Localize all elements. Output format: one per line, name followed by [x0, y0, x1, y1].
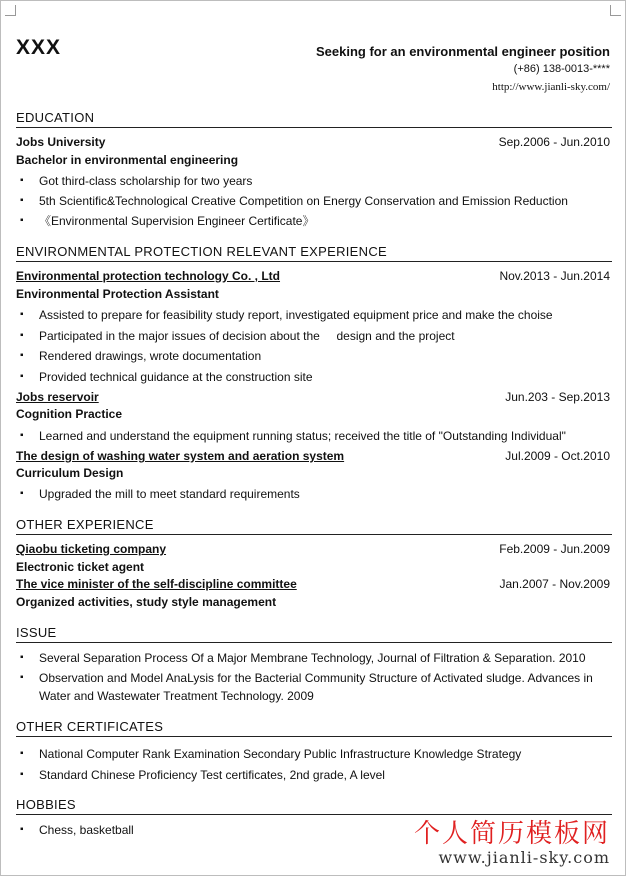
bullet-icon: ▪: [20, 215, 24, 226]
job-role: Curriculum Design: [16, 466, 124, 480]
bullet-icon: ▪: [20, 195, 24, 206]
list-item: ▪ Several Separation Process Of a Major Membrane Technology, Journal of Filtration & Separation. 2010: [20, 651, 586, 665]
list-item: ▪ National Computer Rank Examination Secondary Public Infrastructure Knowledge Strategy: [20, 747, 522, 761]
employer-name: Environmental protection technology Co. , Ltd: [16, 269, 281, 283]
employer-name: Jobs reservoir: [16, 390, 99, 404]
bullet-icon: ▪: [20, 350, 24, 361]
bullet-icon: ▪: [20, 371, 24, 382]
list-item: ▪ Participated in the major issues of decision about the design and the project: [20, 329, 455, 343]
education-date: Sep.2006 - Jun.2010: [498, 135, 610, 149]
list-item: ▪ Standard Chinese Proficiency Test certificates, 2nd grade, A level: [20, 768, 385, 782]
list-item: ▪ Rendered drawings, wrote documentation: [20, 349, 262, 363]
bullet-icon: ▪: [20, 430, 24, 441]
list-item: ▪ Observation and Model AnaLysis for the Bacterial Community Structure of Activated sludge. Advances in Water and Wastewater Treatment Technology. 2009: [20, 671, 593, 703]
bullet-icon: ▪: [20, 748, 24, 759]
job-role: Organized activities, study style management: [16, 595, 277, 609]
job-role: Electronic ticket agent: [16, 560, 145, 574]
list-item: ▪ 5th Scientific&Technological Creative Competition on Energy Conservation and Emission Reduction: [20, 194, 568, 208]
website-url: http://www.jianli-sky.com/: [492, 81, 610, 93]
job-objective: Seeking for an environmental engineer position: [316, 44, 610, 59]
employer-name: Qiaobu ticketing company: [16, 542, 167, 556]
phone-number: (+86) 138-0013-****: [513, 63, 610, 75]
job-date: Jun.203 - Sep.2013: [505, 390, 610, 404]
section-heading-education: EDUCATION: [16, 110, 612, 128]
degree: Bachelor in environmental engineering: [16, 153, 239, 167]
bullet-icon: ▪: [20, 824, 24, 835]
watermark-url: www.jianli-sky.com: [438, 848, 610, 867]
list-item: ▪ Learned and understand the equipment running status; received the title of "Outstanding Individual": [20, 429, 566, 443]
list-item: ▪ Upgraded the mill to meet standard requirements: [20, 487, 300, 501]
bullet-icon: ▪: [20, 175, 24, 186]
bullet-icon: ▪: [20, 309, 24, 320]
school-name: Jobs University: [16, 135, 106, 149]
watermark-logo-text: 个人简历模板网: [413, 819, 610, 849]
section-heading-issue: ISSUE: [16, 625, 612, 643]
bullet-icon: ▪: [20, 672, 24, 683]
job-date: Jul.2009 - Oct.2010: [505, 449, 610, 463]
employer-name: The design of washing water system and aeration system: [16, 449, 345, 463]
job-role: Cognition Practice: [16, 407, 123, 421]
section-heading-other-experience: OTHER EXPERIENCE: [16, 517, 612, 535]
bullet-icon: ▪: [20, 330, 24, 341]
section-heading-env-experience: ENVIRONMENTAL PROTECTION RELEVANT EXPERIENCE: [16, 244, 612, 262]
candidate-name: XXX: [16, 36, 62, 59]
job-date: Feb.2009 - Jun.2009: [499, 542, 610, 556]
page-corner-mark-right: [610, 5, 621, 16]
job-date: Jan.2007 - Nov.2009: [499, 577, 610, 591]
section-heading-certificates: OTHER CERTIFICATES: [16, 719, 612, 737]
bullet-icon: ▪: [20, 769, 24, 780]
list-item: ▪ Assisted to prepare for feasibility study report, investigated equipment price and make the choise: [20, 308, 553, 322]
bullet-icon: ▪: [20, 488, 24, 499]
job-role: Environmental Protection Assistant: [16, 287, 219, 301]
list-item: ▪ 《Environmental Supervision Engineer Certificate》: [20, 214, 315, 228]
list-item: ▪ Chess, basketball: [20, 823, 134, 837]
list-item: ▪ Got third-class scholarship for two years: [20, 174, 253, 188]
bullet-icon: ▪: [20, 652, 24, 663]
list-item: ▪ Provided technical guidance at the construction site: [20, 370, 313, 384]
page-corner-mark-left: [5, 5, 16, 16]
employer-name: The vice minister of the self-discipline committee: [16, 577, 297, 591]
section-heading-hobbies: HOBBIES: [16, 797, 612, 815]
job-date: Nov.2013 - Jun.2014: [499, 269, 610, 283]
